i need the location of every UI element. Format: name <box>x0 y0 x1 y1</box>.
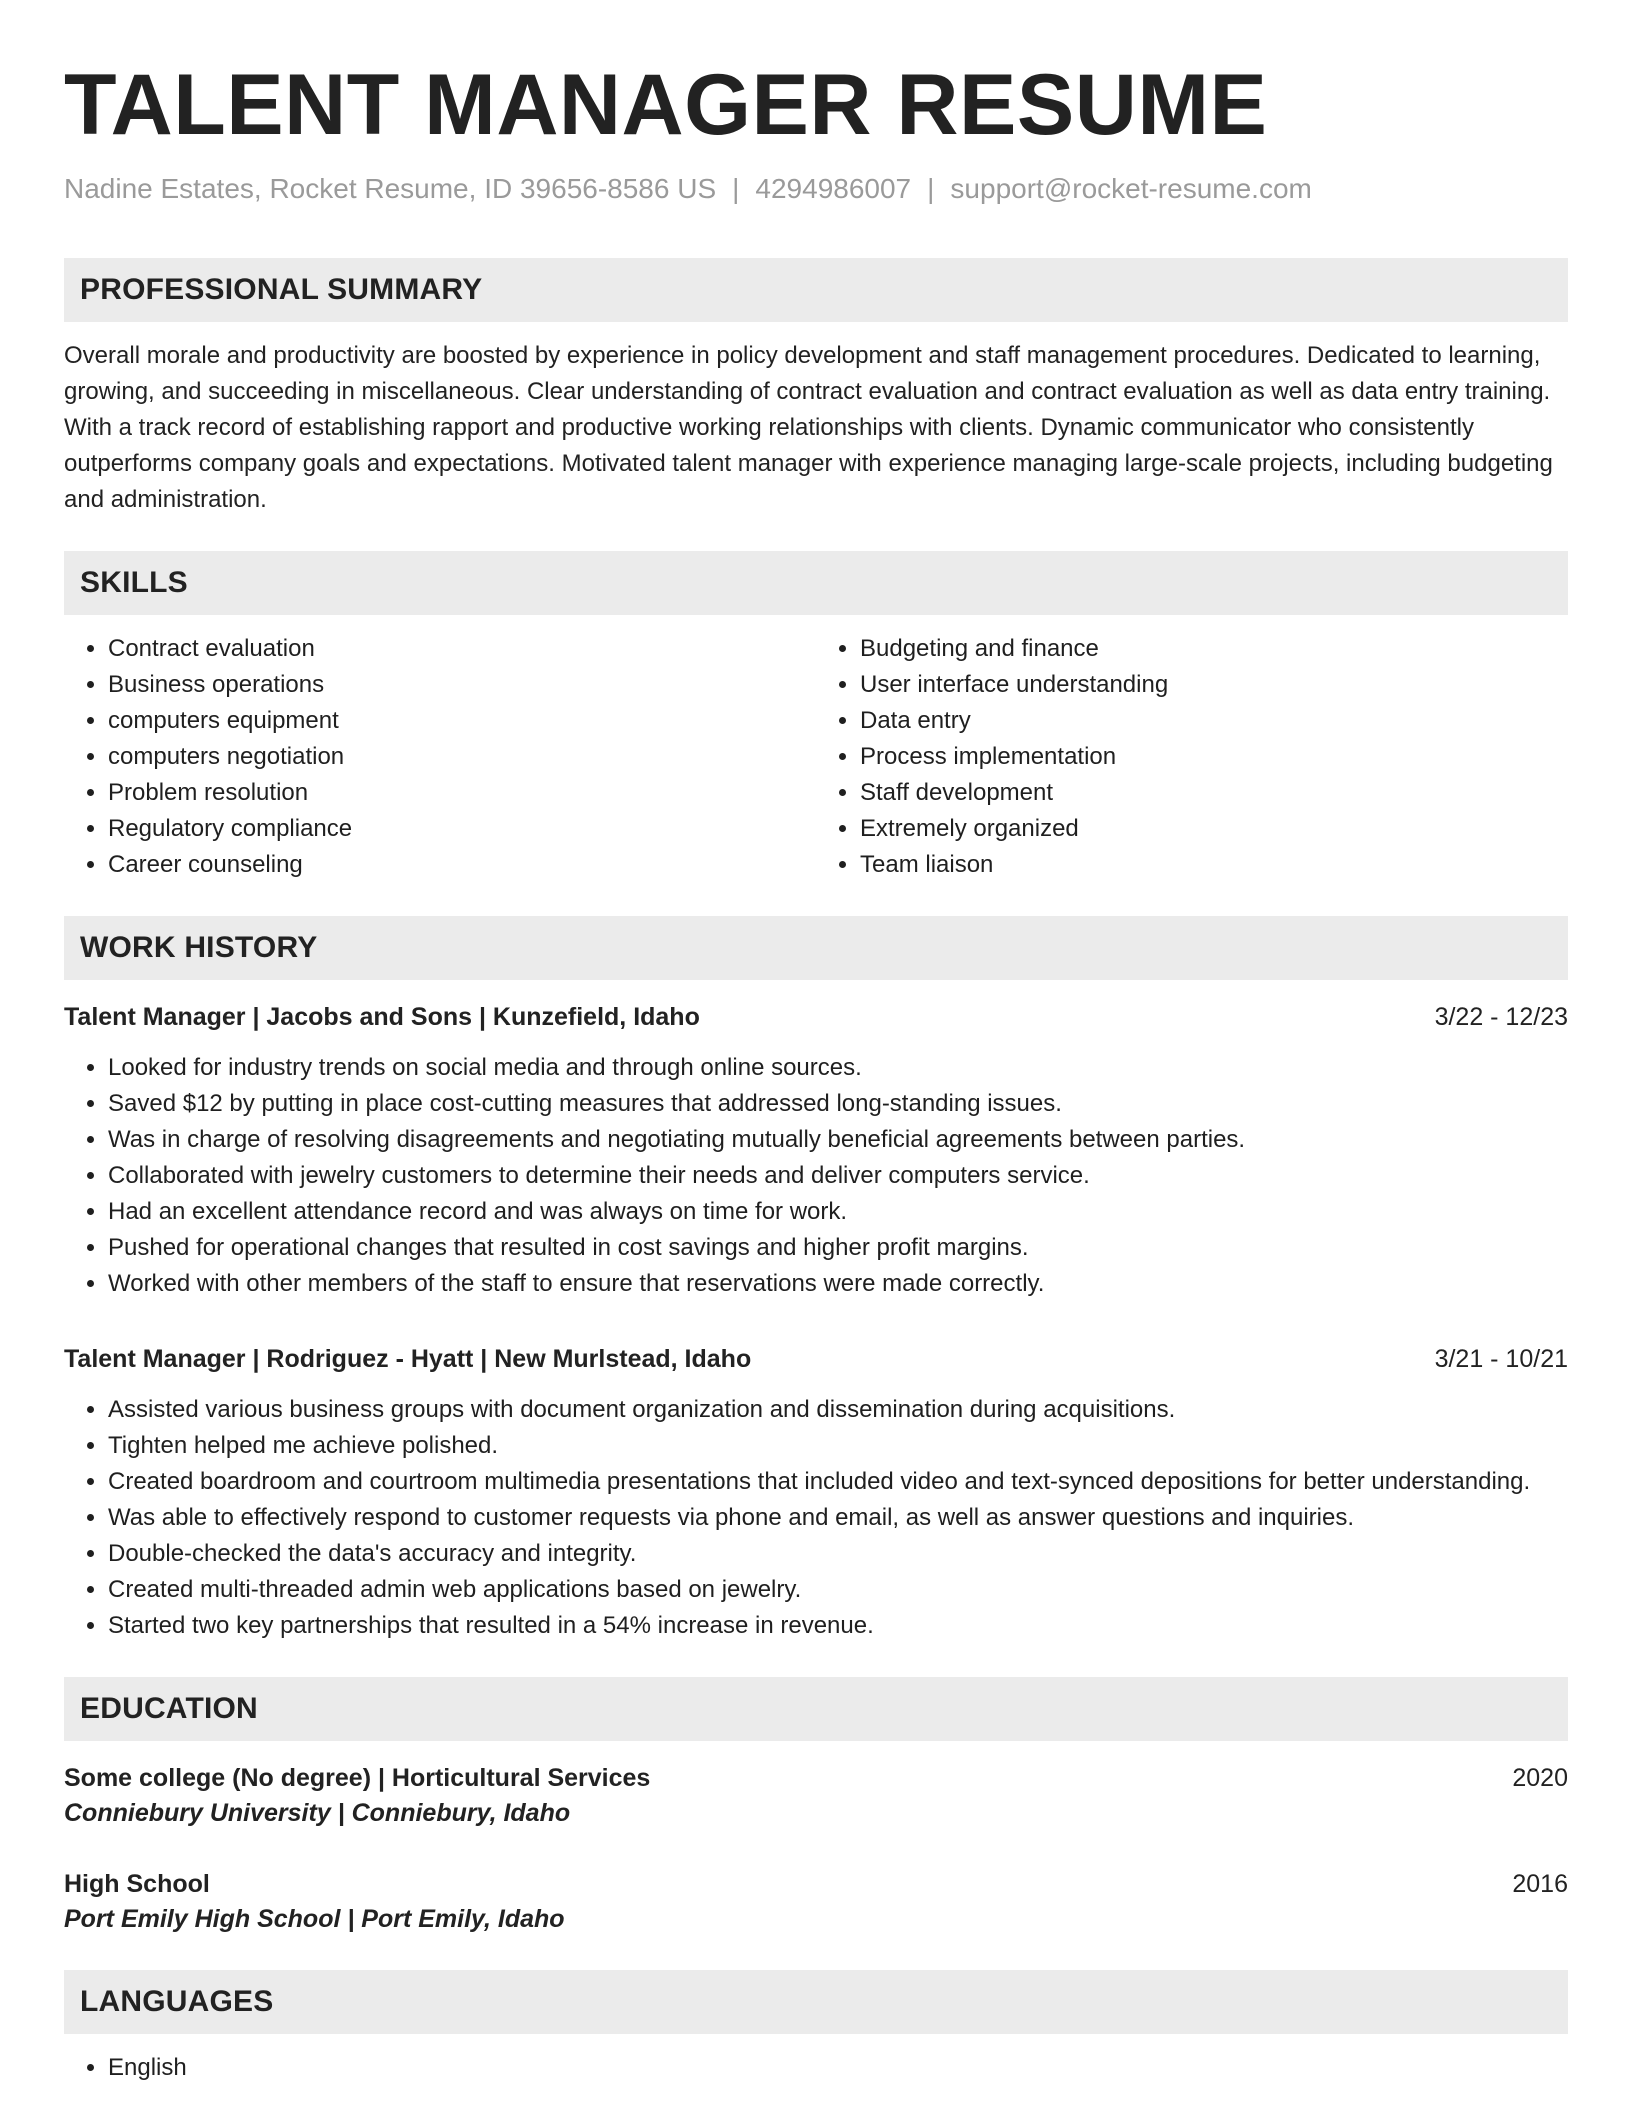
job-bullets <box>64 1392 1568 1644</box>
skill-item: • Regulatory compliance <box>108 811 816 847</box>
job-entry <box>64 1342 1568 1644</box>
job-bullet: • Tighten helped me achieve polished. <box>108 1428 1568 1464</box>
skill-item: • Career counseling <box>108 847 816 883</box>
education-year: 2020 <box>1512 1764 1568 1792</box>
skill-item: • Process implementation <box>860 739 1568 775</box>
job-bullet: • Had an excellent attendance record and was always on time for work. <box>108 1194 1568 1230</box>
education-entry <box>64 1761 1568 1831</box>
job-bullet: • Pushed for operational changes that resulted in cost savings and higher profit margins. <box>108 1230 1568 1266</box>
education-year: 2016 <box>1512 1870 1568 1898</box>
job-bullet: • Collaborated with jewelry customers to determine their needs and deliver computers service. <box>108 1158 1568 1194</box>
language-item: • English <box>108 2050 1568 2086</box>
languages-section <box>64 1970 1568 2086</box>
contact-separator: | <box>732 173 740 204</box>
job-bullet: • Started two key partnerships that resulted in a 54% increase in revenue. <box>108 1608 1568 1644</box>
contact-phone: 4294986007 <box>755 173 912 204</box>
skills-left-list <box>64 631 816 883</box>
education-school: Port Emily High School | Port Emily, Idaho <box>64 1905 565 1933</box>
job-bullet: • Created multi-threaded admin web applications based on jewelry. <box>108 1572 1568 1608</box>
job-bullets <box>64 1050 1568 1302</box>
job-bullet: • Created boardroom and courtroom multimedia presentations that included video and text-synced depositions for better understanding. <box>108 1464 1568 1500</box>
education-entry <box>64 1867 1568 1937</box>
job-bullet: • Looked for industry trends on social media and through online sources. <box>108 1050 1568 1086</box>
skill-item: • Extremely organized <box>860 811 1568 847</box>
contact-address: Nadine Estates, Rocket Resume, ID 39656-8586 US <box>64 173 717 204</box>
education-school: Conniebury University | Conniebury, Idaho <box>64 1799 571 1827</box>
skill-item: • Contract evaluation <box>108 631 816 667</box>
work-history-section <box>64 916 1568 1644</box>
skills-right-list <box>816 631 1568 883</box>
education-header <box>64 1761 1568 1795</box>
skills-section <box>64 551 1568 883</box>
education-degree: High School <box>64 1870 210 1898</box>
resume-title: TALENT MANAGER RESUME <box>64 57 1268 153</box>
job-dates: 3/22 - 12/23 <box>1434 1003 1568 1031</box>
job-bullet: • Double-checked the data's accuracy and integrity. <box>108 1536 1568 1572</box>
job-bullet: • Assisted various business groups with document organization and dissemination during acquisitions. <box>108 1392 1568 1428</box>
skill-item: • Data entry <box>860 703 1568 739</box>
languages-list <box>64 2050 1568 2086</box>
summary-text: Overall morale and productivity are boosted by experience in policy development and staff management procedures. Dedicated to learning, growing, and succeeding in miscellaneous. Clear understanding of contract evaluation and contract evaluation as well as data entry training. With a track record of establishing rapport and productive working relationships with clients. Dynamic communicator who consistently outperforms company goals and expectations. Motivated talent manager with experience managing large-scale projects, including budgeting and administration. <box>64 342 1553 513</box>
job-header <box>64 1342 1568 1376</box>
skill-item: • computers equipment <box>108 703 816 739</box>
skill-item: • Business operations <box>108 667 816 703</box>
job-dates: 3/21 - 10/21 <box>1434 1345 1568 1373</box>
skills-columns <box>64 631 1568 883</box>
job-title: Talent Manager | Rodriguez - Hyatt | New Murlstead, Idaho <box>64 1345 752 1373</box>
skills-heading: SKILLS <box>64 551 1568 615</box>
job-bullet: • Worked with other members of the staff to ensure that reservations were made correctly. <box>108 1266 1568 1302</box>
skill-item: • Budgeting and finance <box>860 631 1568 667</box>
job-title: Talent Manager | Jacobs and Sons | Kunzefield, Idaho <box>64 1003 700 1031</box>
job-bullet: • Was in charge of resolving disagreements and negotiating mutually beneficial agreements between parties. <box>108 1122 1568 1158</box>
skill-item: • Team liaison <box>860 847 1568 883</box>
skill-item: • Staff development <box>860 775 1568 811</box>
skill-item: • computers negotiation <box>108 739 816 775</box>
contact-email: support@rocket-resume.com <box>950 173 1312 204</box>
education-section <box>64 1677 1568 1937</box>
skill-item: • User interface understanding <box>860 667 1568 703</box>
contact-line <box>64 172 1568 206</box>
job-bullet: • Saved $12 by putting in place cost-cutting measures that addressed long-standing issues. <box>108 1086 1568 1122</box>
education-header <box>64 1867 1568 1901</box>
job-entry <box>64 1000 1568 1302</box>
work-history-heading: WORK HISTORY <box>64 916 1568 980</box>
summary-section <box>64 258 1568 518</box>
contact-separator: | <box>927 173 935 204</box>
job-header <box>64 1000 1568 1034</box>
skill-item: • Problem resolution <box>108 775 816 811</box>
job-bullet: • Was able to effectively respond to customer requests via phone and email, as well as answer questions and inquiries. <box>108 1500 1568 1536</box>
summary-heading: PROFESSIONAL SUMMARY <box>64 258 1568 322</box>
education-heading: EDUCATION <box>64 1677 1568 1741</box>
education-degree: Some college (No degree) | Horticultural Services <box>64 1764 651 1792</box>
languages-heading: LANGUAGES <box>64 1970 1568 2034</box>
